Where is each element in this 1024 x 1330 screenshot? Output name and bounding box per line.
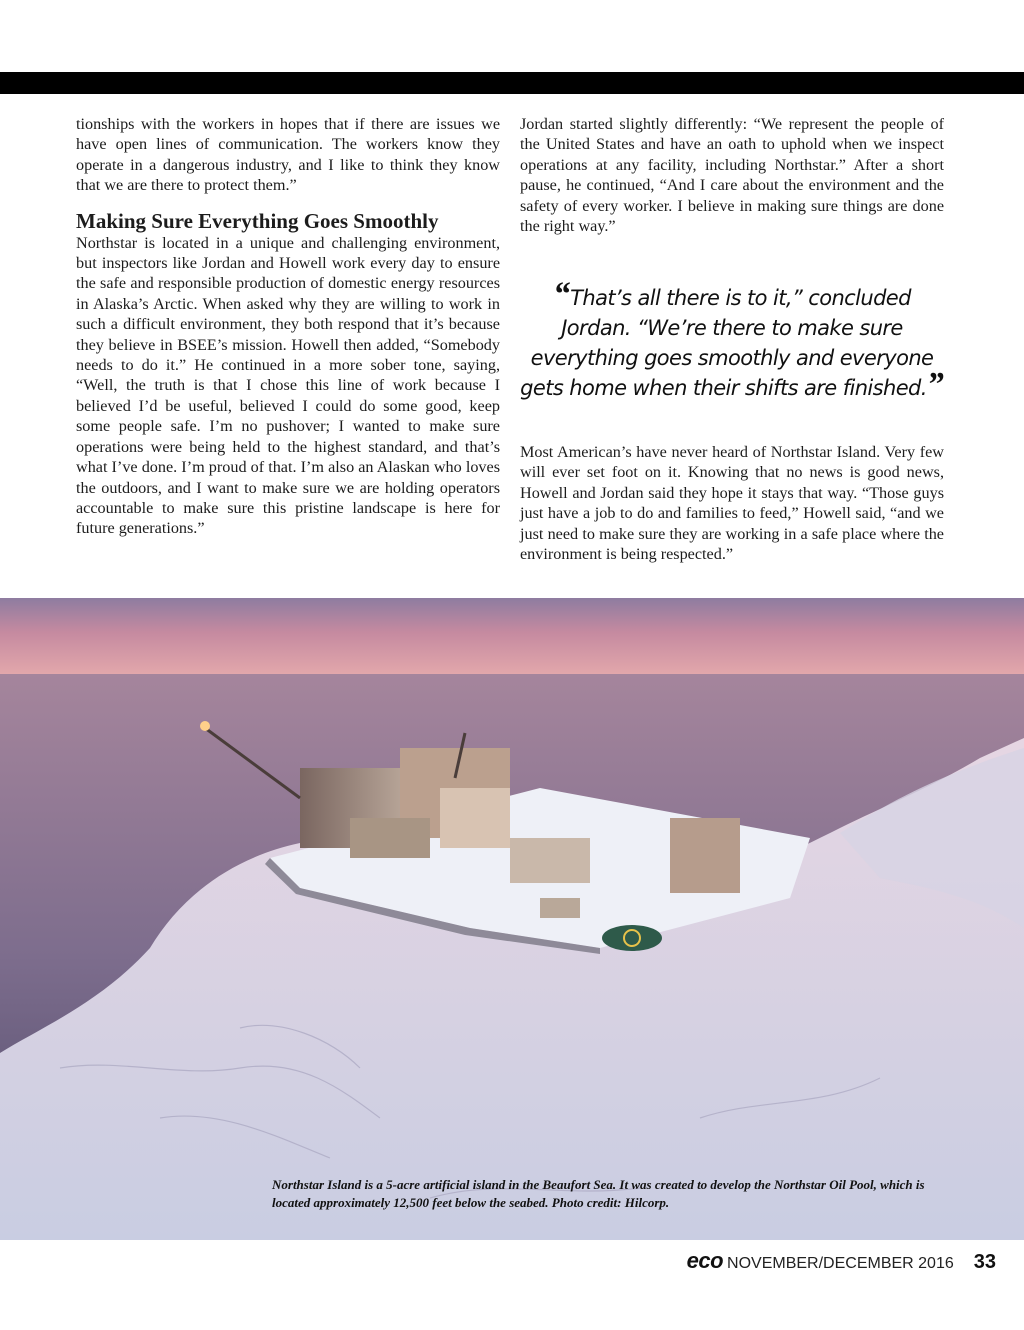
northstar-island-photo: [0, 598, 1024, 1240]
right-paragraph-1: Jordan started slightly differently: “We represent the people of the United States and have an oath to uphold when we inspect operations at any facility, including Northstar.” After a short pause, he continued, “And I care about the environment and the safety of every worker. I believe in making sure things are done the right way.”: [520, 115, 944, 236]
right-paragraph-2: Most American’s have never heard of Northstar Island. Very few will ever set foot on it. Knowing that no news is good news, Howell and Jordan said they hope it stays that way. “Those guys just have a job to do and families to feed,” Howell said, “and we just need to make sure they are working in a safe place where the environment is being respected.”: [520, 443, 944, 564]
helipad: [602, 925, 662, 951]
issue-date: NOVEMBER/DECEMBER 2016: [727, 1255, 954, 1272]
left-column: [76, 114, 500, 539]
open-quote-mark: “: [553, 276, 571, 313]
page-footer: [687, 1248, 996, 1278]
aerial-photo-illustration: [0, 598, 1024, 1240]
left-paragraph-2: Northstar is located in a unique and challenging environment, but inspectors like Jordan and Howell work every day to ensure the safe and responsible production of domestic energy resources in Alaska’s Arctic. When asked why they are willing to work in such a difficult environment, they both respond that it’s because they believe in BSEE’s mission. Howell then added, “Somebody needs to do it.” He continued in a more sober tone, saying, “Well, the truth is that I chose this line of work because I believed I’d be useful, believed I could do some good, keep some people safe. I’m no pushover; I wanted to make sure operations were being held to the highest standard, and that’s what I’ve done. I’m proud of that. I’m also an Alaskan who loves the outdoors, and I want to make sure we are holding operators accountable to make sure this pristine landscape is here for future generations.”: [76, 233, 500, 538]
right-column: [520, 114, 944, 236]
close-quote-mark: ”: [926, 366, 944, 403]
right-column-continued: [520, 442, 944, 564]
left-paragraph-1: tionships with the workers in hopes that if there are issues we have open lines of communication. The workers know they operate in a dangerous industry, and I like to think they know that we are there to protect them.”: [76, 115, 500, 195]
section-heading: Making Sure Everything Goes Smoothly: [76, 208, 439, 233]
page-number: 33: [973, 1251, 996, 1273]
photo-caption: Northstar Island is a 5-acre artificial island in the Beaufort Sea. It was created to develop the Northstar Oil Pool, which is located approximately 12,500 feet below the seabed. Photo credit: Hilcorp.: [272, 1177, 925, 1210]
sky: [0, 598, 1024, 674]
flare: [200, 721, 210, 731]
pull-quote: [520, 276, 944, 403]
top-banner-bar: [0, 72, 1024, 94]
magazine-brand: eco: [686, 1248, 724, 1273]
pull-quote-text: That’s all there is to it,” concluded Jordan. “We’re there to make sure everything goes smoothly and everyone gets home when their shifts are finished.: [520, 286, 934, 400]
